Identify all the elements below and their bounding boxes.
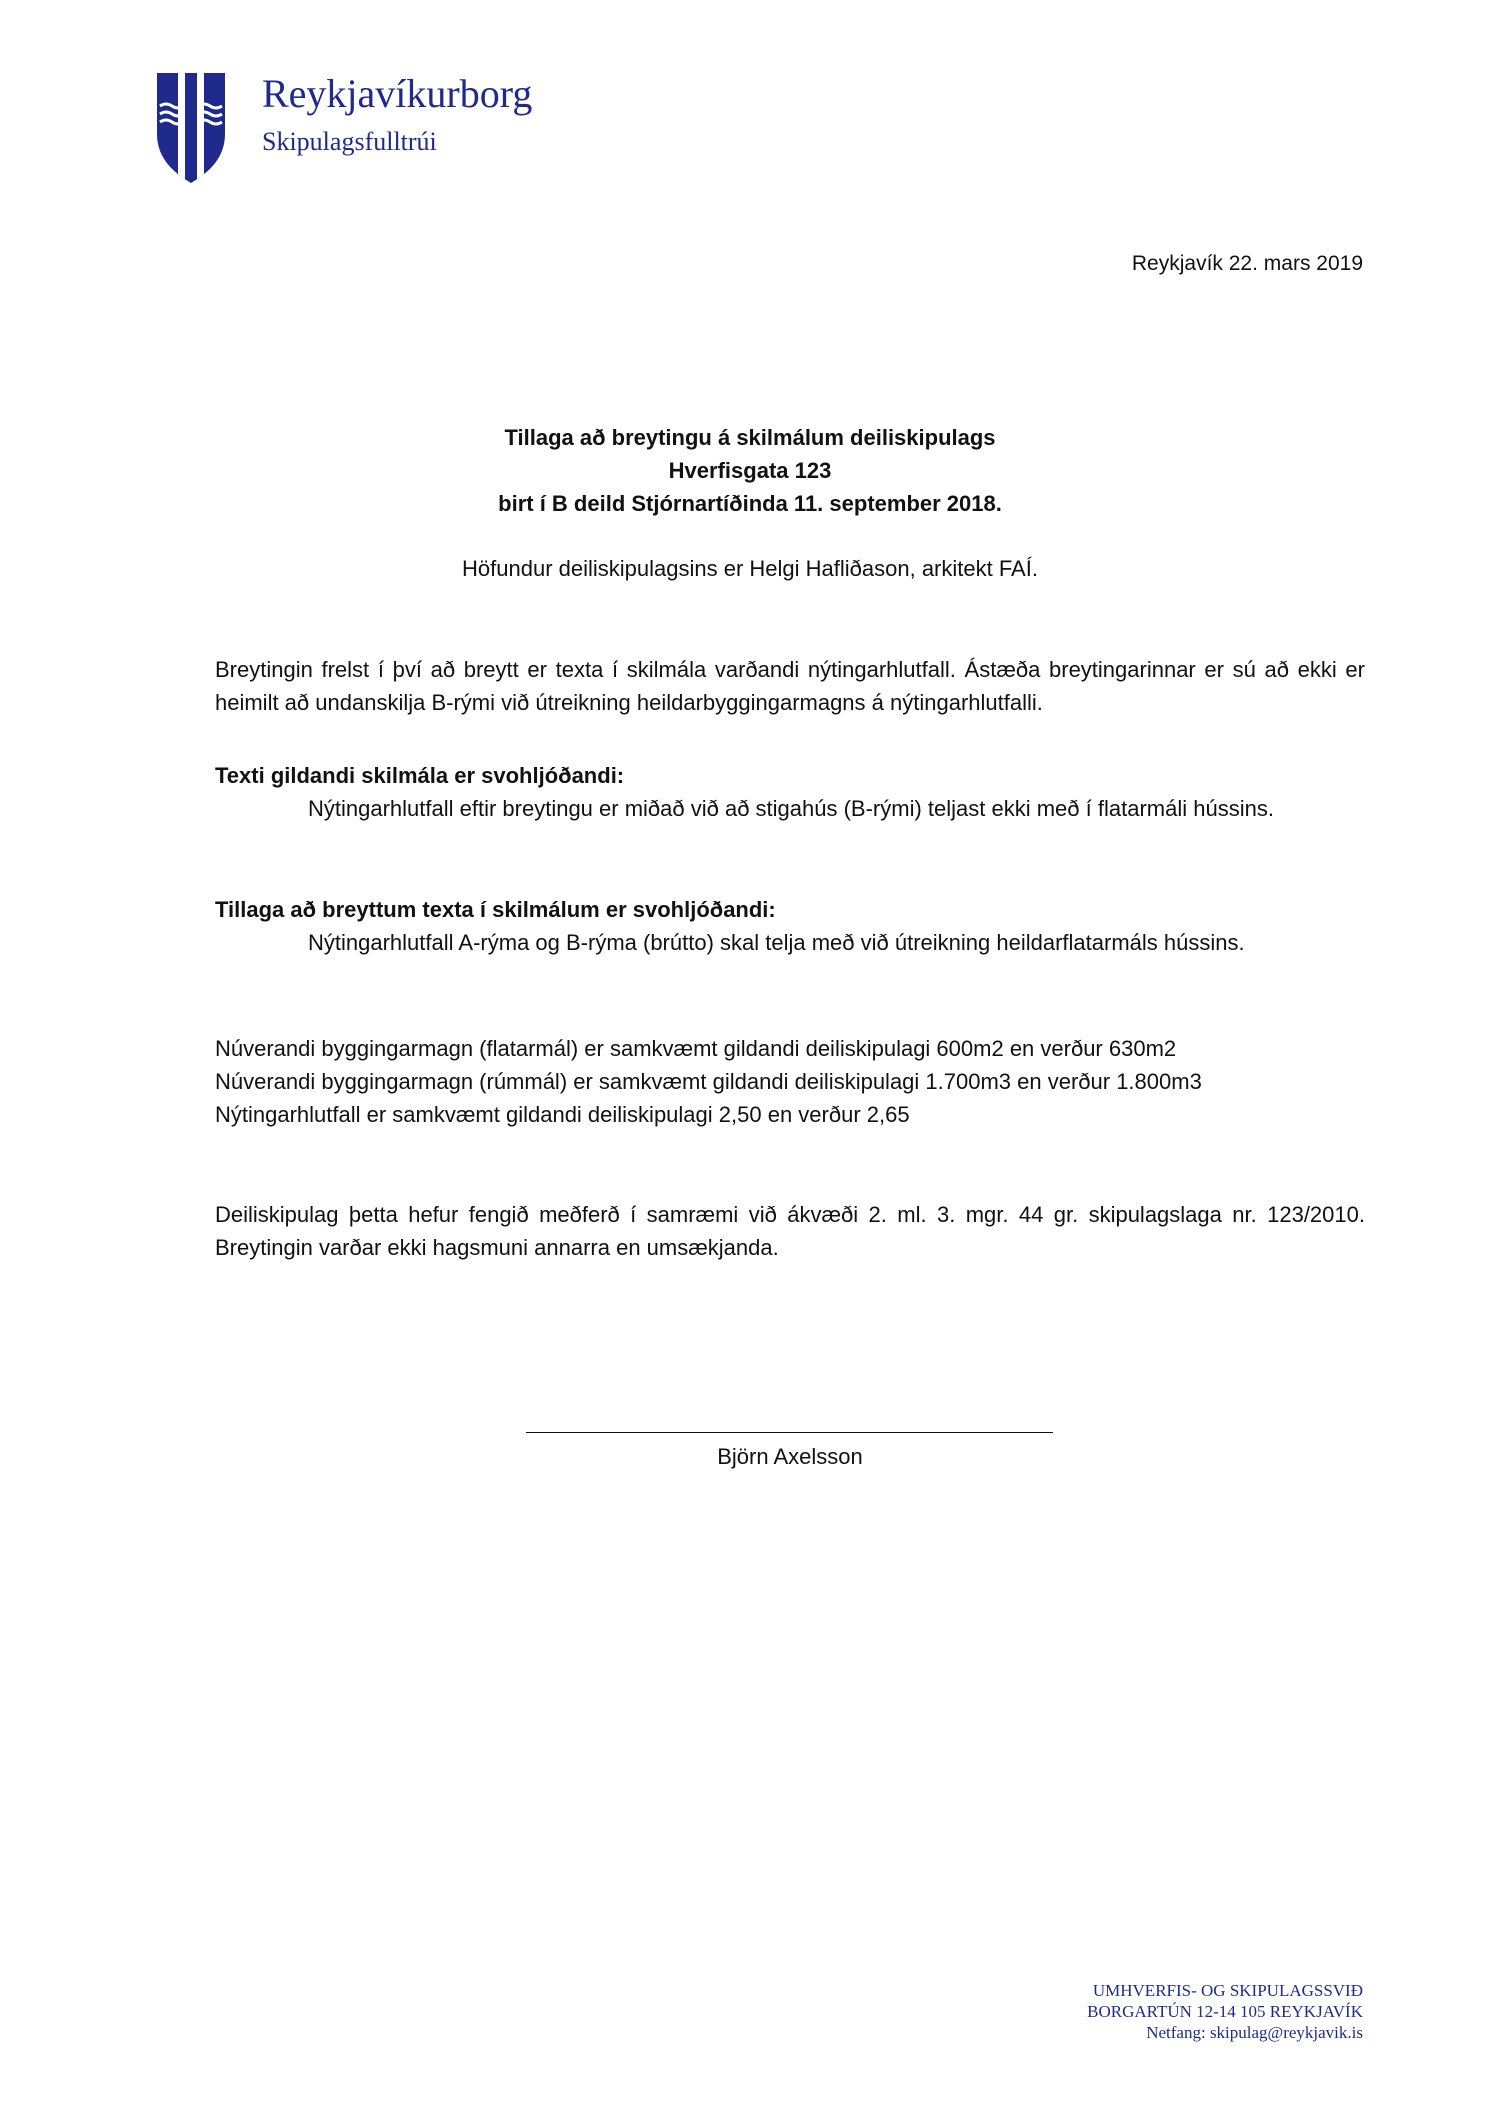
footer-email: Netfang: skipulag@reykjavik.is — [1146, 2023, 1363, 2042]
current-terms-heading: Texti gildandi skilmála er svohljóðandi: — [215, 763, 625, 788]
figure-line-volume: Núverandi byggingarmagn (rúmmál) er samkvæmt gildandi deiliskipulagi 1.700m3 en verður 1.800m3 — [215, 1069, 1202, 1094]
signatory-name: Björn Axelsson — [717, 1444, 863, 1469]
current-terms-text: Nýtingarhlutfall eftir breytingu er miðað við að stigahús (B-rými) teljast ekki með í flatarmáli hússins. — [308, 796, 1274, 821]
footer-address: BORGARTÚN 12-14 105 REYKJAVÍK — [1087, 2002, 1363, 2021]
intro-paragraph: Breytingin frelst í því að breytt er texta í skilmála varðandi nýtingarhlutfall. Ástæða breytingarinnar er sú að ekki er heimilt að undanskilja B-rými við útreikning heildarbyggingarmagns á nýtingarhlutfalli. — [215, 657, 1365, 715]
figure-line-floor-area: Núverandi byggingarmagn (flatarmál) er samkvæmt gildandi deiliskipulagi 600m2 en verður 630m2 — [215, 1036, 1177, 1061]
footer-address-block — [1087, 1980, 1363, 2043]
proposed-terms-text: Nýtingarhlutfall A-rýma og B-rýma (brútto) skal telja með við útreikning heildarflatarmáls hússins. — [308, 930, 1245, 955]
figure-line-utilization-ratio: Nýtingarhlutfall er samkvæmt gildandi deiliskipulagi 2,50 en verður 2,65 — [215, 1102, 910, 1127]
title-line-1: Tillaga að breytingu á skilmálum deiliskipulags — [504, 425, 996, 450]
plan-author: Höfundur deiliskipulagsins er Helgi Hafliðason, arkitekt FAÍ. — [462, 556, 1038, 581]
signature-line — [526, 1432, 1053, 1433]
proposed-terms-heading: Tillaga að breyttum texta í skilmálum er svohljóðandi: — [215, 897, 776, 922]
reykjavik-coat-of-arms-logo — [156, 72, 226, 184]
document-title — [0, 421, 1500, 520]
org-unit: Skipulagsfulltrúi — [262, 127, 437, 156]
org-name: Reykjavíkurborg — [262, 71, 533, 116]
title-line-3: birt í B deild Stjórnartíðinda 11. september 2018. — [498, 491, 1002, 516]
document-date: Reykjavík 22. mars 2019 — [1131, 252, 1363, 275]
title-line-2: Hverfisgata 123 — [668, 458, 832, 483]
footer-department: UMHVERFIS- OG SKIPULAGSSVIÐ — [1092, 1981, 1363, 2000]
procedure-paragraph: Deiliskipulag þetta hefur fengið meðferð í samræmi við ákvæði 2. ml. 3. mgr. 44 gr. skipulagslaga nr. 123/2010. Breytingin varðar ekki hagsmuni annarra en umsækjanda. — [215, 1202, 1365, 1260]
